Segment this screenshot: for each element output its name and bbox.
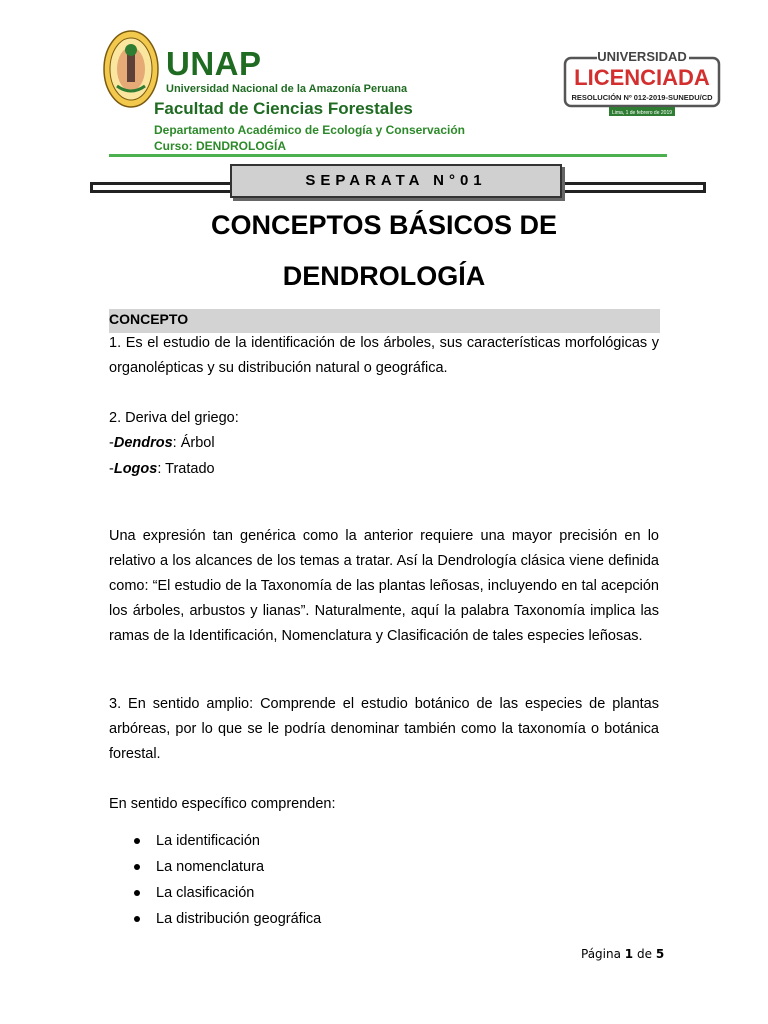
bullet-icon [134,916,140,922]
badge-date-text: Lima, 1 de febrero de 2019 [611,110,673,116]
document-title-line1: CONCEPTOS BÁSICOS DE [210,210,558,240]
university-name: Universidad Nacional de la Amazonía Peruana [166,83,408,95]
course-name: Curso: DENDROLOGÍA [154,139,286,153]
point-1-text: 1. Es el estudio de la identificación de los árboles, sus características morfológicas y organolépticas y su distribución natural o geográfica. [109,335,659,376]
page-number: Página 1 de 5 [581,947,665,961]
list-item: La identificación [132,828,321,854]
list-item: La clasificación [132,880,321,906]
list-item: La distribución geográfica [132,906,321,932]
bullet-icon [134,890,140,896]
specific-intro: En sentido específico comprenden: [109,796,336,812]
badge-resolution-text: RESOLUCIÓN Nº 012-2019-SUNEDU/CD [571,93,713,102]
department-name: Departamento Académico de Ecología y Conservación [154,123,465,137]
document-title-line2: DENDROLOGÍA [282,261,486,291]
point-3-text: 3. En sentido amplio: Comprende el estudio botánico de las especies de plantas arbóreas, por lo que se le podría denominar también como la taxonomía o botánica forestal. [109,696,659,762]
faculty-name: Facultad de Ciencias Forestales [154,99,413,118]
term-dendros: Dendros [113,435,173,451]
section-heading: CONCEPTO [109,311,189,327]
scope-bullet-list [132,828,321,932]
list-item: La nomenclatura [132,854,321,880]
point-2-intro: 2. Deriva del griego: [109,410,239,426]
bullet-icon [134,838,140,844]
term-logos: Logos [113,461,158,477]
university-acronym: UNAP [166,45,262,82]
definition-paragraph: Una expresión tan genérica como la anterior requiere una mayor precisión en lo relativo a los alcances de los temas a tratar. Así la Dendrología clásica viene definida como: “El estudio de la Taxonomía de las plantas leñosas, incluyendo en tal acepción los árboles, arbustos y lianas”. Naturalmente, aquí la palabra Taxonomía implica las ramas de la Identificación, Nomenclatura y Clasificación de tales especies leñosas. [109,528,659,644]
separata-label: SEPARATA N°01 [305,172,487,189]
bullet-icon [134,864,140,870]
section-heading-bar [109,309,660,333]
badge-main-text: LICENCIADA [574,65,710,90]
header-divider [109,154,667,157]
badge-top-text: UNIVERSIDAD [597,49,687,64]
university-seal-logo [103,30,159,108]
point-2-item-dendros: -Dendros: Árbol [109,435,215,451]
point-2-item-logos: -Logos: Tratado [109,461,215,477]
licenciada-badge-logo [563,48,721,118]
